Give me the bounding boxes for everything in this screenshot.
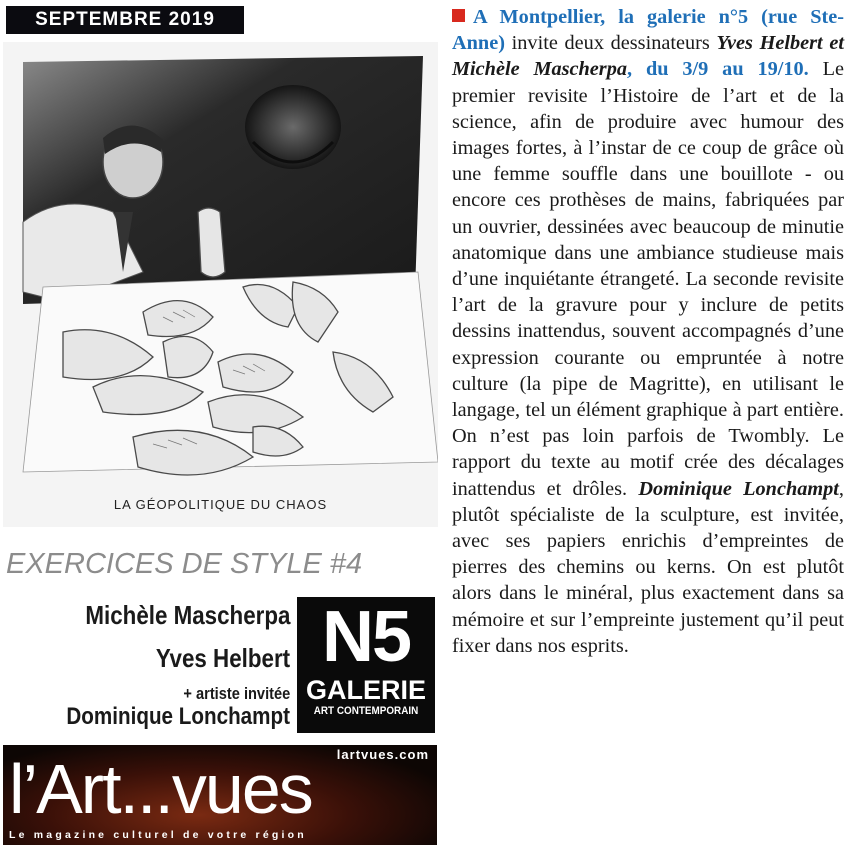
gallery-logo-subtitle: ART CONTEMPORAIN <box>313 705 419 717</box>
artwork-caption: LA GÉOPOLITIQUE DU CHAOS <box>113 497 328 512</box>
magazine-banner <box>3 745 437 845</box>
date-badge: SEPTEMBRE 2019 <box>6 6 244 34</box>
article-text-3: , plutôt spécialiste de la sculpture, est invitée, avec ses papiers enrichis d’empreintes de pierres des chemins ou kerns. On est plutôt alors dans le minéral, plus exactement dans sa mémoire et sur l’empreinte justement qu’il peut fixer dans nos esprits. <box>452 477 844 657</box>
guest-artist-name: Dominique Lonchampt <box>66 703 290 730</box>
artwork-image <box>3 42 438 527</box>
magazine-logo: l’Art...vues <box>9 750 312 828</box>
artist-name-2: Yves Helbert <box>155 643 290 673</box>
guest-artist-label: + artiste invitée <box>183 684 290 703</box>
article-dates: du 3/9 au 19/10. <box>645 58 809 81</box>
drawing-hands-illustration <box>3 42 438 527</box>
article-artists: Yves Helbert et Michèle Mascherpa <box>452 32 844 81</box>
article-text-2: Le premier revisite l’Histoire de l’art et de la science, afin de produire avec humour des images fortes, à l’instar de ce coup de grâce où une femme souffle dans une bouillote - ou encore ces prothèses de mains, fabriquées par un ouvrier, dessinées avec beaucoup de minutie anatomique dans une ambiance studieuse mais d’une inquiétante étrangeté. La seconde revisite l’art de la gravure pour y inclure de petits dessins inattendus, souvent accompagnés d’une expression courante ou empruntée à notre culture (la pipe de Magritte), en utilisant le langage, tel un élément graphique à part entière. On n’est pas loin parfois de Twombly. Le rapport du texte au motif crée des décalages inattendus et drôles. <box>452 58 845 500</box>
red-square-bullet-icon <box>452 9 465 22</box>
article-guest-artist: Dominique Lonchampt <box>638 477 839 500</box>
gallery-logo-name: GALERIE <box>305 675 426 705</box>
magazine-url: lartvues.com <box>336 747 429 762</box>
article-lead-location: A Montpellier, la galerie n°5 (rue Ste-Anne) <box>452 6 844 55</box>
exhibition-title: EXERCICES DE STYLE #4 <box>6 548 363 580</box>
article-text-1: invite deux dessinateurs <box>504 32 717 55</box>
article-comma: , <box>627 58 646 81</box>
article-body <box>452 4 844 659</box>
gallery-n5-logo <box>297 597 435 733</box>
gallery-logo-mark: N5 <box>321 597 411 677</box>
magazine-tagline: Le magazine culturel de votre région <box>9 829 307 841</box>
artist-name-1: Michèle Mascherpa <box>84 600 290 630</box>
